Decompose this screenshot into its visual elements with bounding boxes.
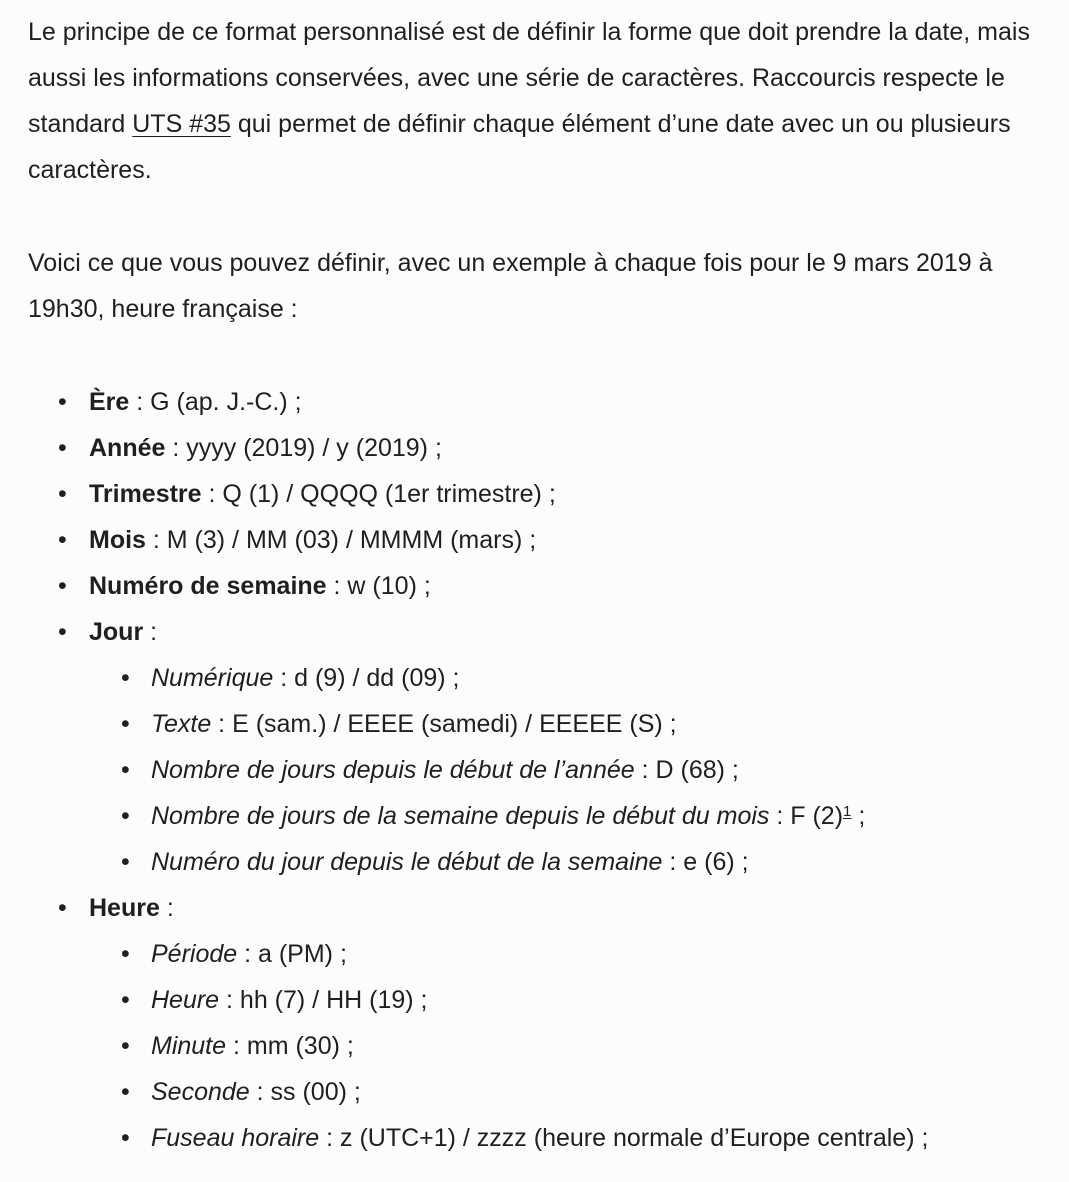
term-value: : yyyy (2019) / y (2019) ; (165, 434, 442, 462)
term: Année (89, 434, 166, 462)
sub-item-fuseau (89, 1115, 1041, 1161)
term-value: : Q (1) / QQQQ (1er trimestre) ; (201, 480, 556, 508)
intro-text-end: qui permet de définir chaque élément d’une date avec un ou plusieurs caractères. (28, 110, 1011, 184)
sub-item-jours-annee (89, 747, 1041, 793)
uts35-link[interactable]: UTS #35 (132, 110, 231, 138)
sub-term-value: : F (2) (769, 802, 844, 830)
heure-sublist (89, 931, 1041, 1161)
sub-term-value: : ss (00) ; (249, 1078, 361, 1106)
sub-term-value: : e (6) ; (662, 848, 749, 876)
sub-term-value: : hh (7) / HH (19) ; (219, 986, 428, 1014)
term-value: : (143, 618, 158, 646)
list-item-heure (28, 885, 1041, 1161)
sub-term-value: : D (68) ; (634, 756, 739, 784)
term: Mois (89, 526, 146, 554)
sub-term-value: : a (PM) ; (237, 940, 347, 968)
sub-term: Nombre de jours de la semaine depuis le début du mois (151, 802, 770, 830)
term: Ère (89, 388, 130, 416)
term-value: : (159, 894, 174, 922)
list-item-jour (28, 609, 1041, 885)
sub-term: Fuseau horaire (151, 1124, 320, 1152)
format-list (28, 379, 1041, 1161)
sub-term: Numérique (151, 664, 274, 692)
sub-term-value: : E (sam.) / EEEE (samedi) / EEEEE (S) ; (211, 710, 677, 738)
term: Jour (89, 618, 144, 646)
sub-term-tail: ; (851, 802, 866, 830)
sub-term: Heure (151, 986, 220, 1014)
term: Heure (89, 894, 160, 922)
sub-term-value: : z (UTC+1) / zzzz (heure normale d’Europe centrale) ; (319, 1124, 929, 1152)
sub-item-numerique (89, 655, 1041, 701)
term-value: : M (3) / MM (03) / MMMM (mars) ; (145, 526, 537, 554)
term-value: : w (10) ; (326, 572, 431, 600)
list-item-annee (28, 425, 1041, 471)
intro-text-start: Le principe de ce format personnalisé est de définir la forme que doit prendre la date, mais aussi les informations conservées, avec une série de caractères. Raccourcis respecte le standard (28, 18, 1030, 138)
list-item-trimestre (28, 471, 1041, 517)
list-item-mois (28, 517, 1041, 563)
sub-term-value: : d (9) / dd (09) ; (273, 664, 460, 692)
sub-term: Texte (151, 710, 212, 738)
sub-item-seconde (89, 1069, 1041, 1115)
example-paragraph: Voici ce que vous pouvez définir, avec un exemple à chaque fois pour le 9 mars 2019 à 19h30, heure française : (28, 249, 993, 323)
jour-sublist (89, 655, 1041, 885)
footnote-link[interactable]: 1 (843, 803, 852, 820)
sub-term-value: : mm (30) ; (226, 1032, 354, 1060)
sub-item-heure (89, 977, 1041, 1023)
term: Numéro de semaine (89, 572, 327, 600)
sub-item-jours-semaine-mois (89, 793, 1041, 839)
sub-term: Nombre de jours depuis le début de l’année (151, 756, 635, 784)
sub-item-minute (89, 1023, 1041, 1069)
list-item-ere (28, 379, 1041, 425)
sub-item-numero-jour (89, 839, 1041, 885)
sub-term: Numéro du jour depuis le début de la semaine (151, 848, 663, 876)
term-value: : G (ap. J.-C.) ; (129, 388, 302, 416)
term: Trimestre (89, 480, 202, 508)
sub-term: Minute (151, 1032, 227, 1060)
intro-paragraph (28, 9, 1041, 193)
sub-term: Période (151, 940, 238, 968)
sub-item-texte (89, 701, 1041, 747)
sub-term: Seconde (151, 1078, 250, 1106)
sub-item-periode (89, 931, 1041, 977)
list-item-numero-semaine (28, 563, 1041, 609)
